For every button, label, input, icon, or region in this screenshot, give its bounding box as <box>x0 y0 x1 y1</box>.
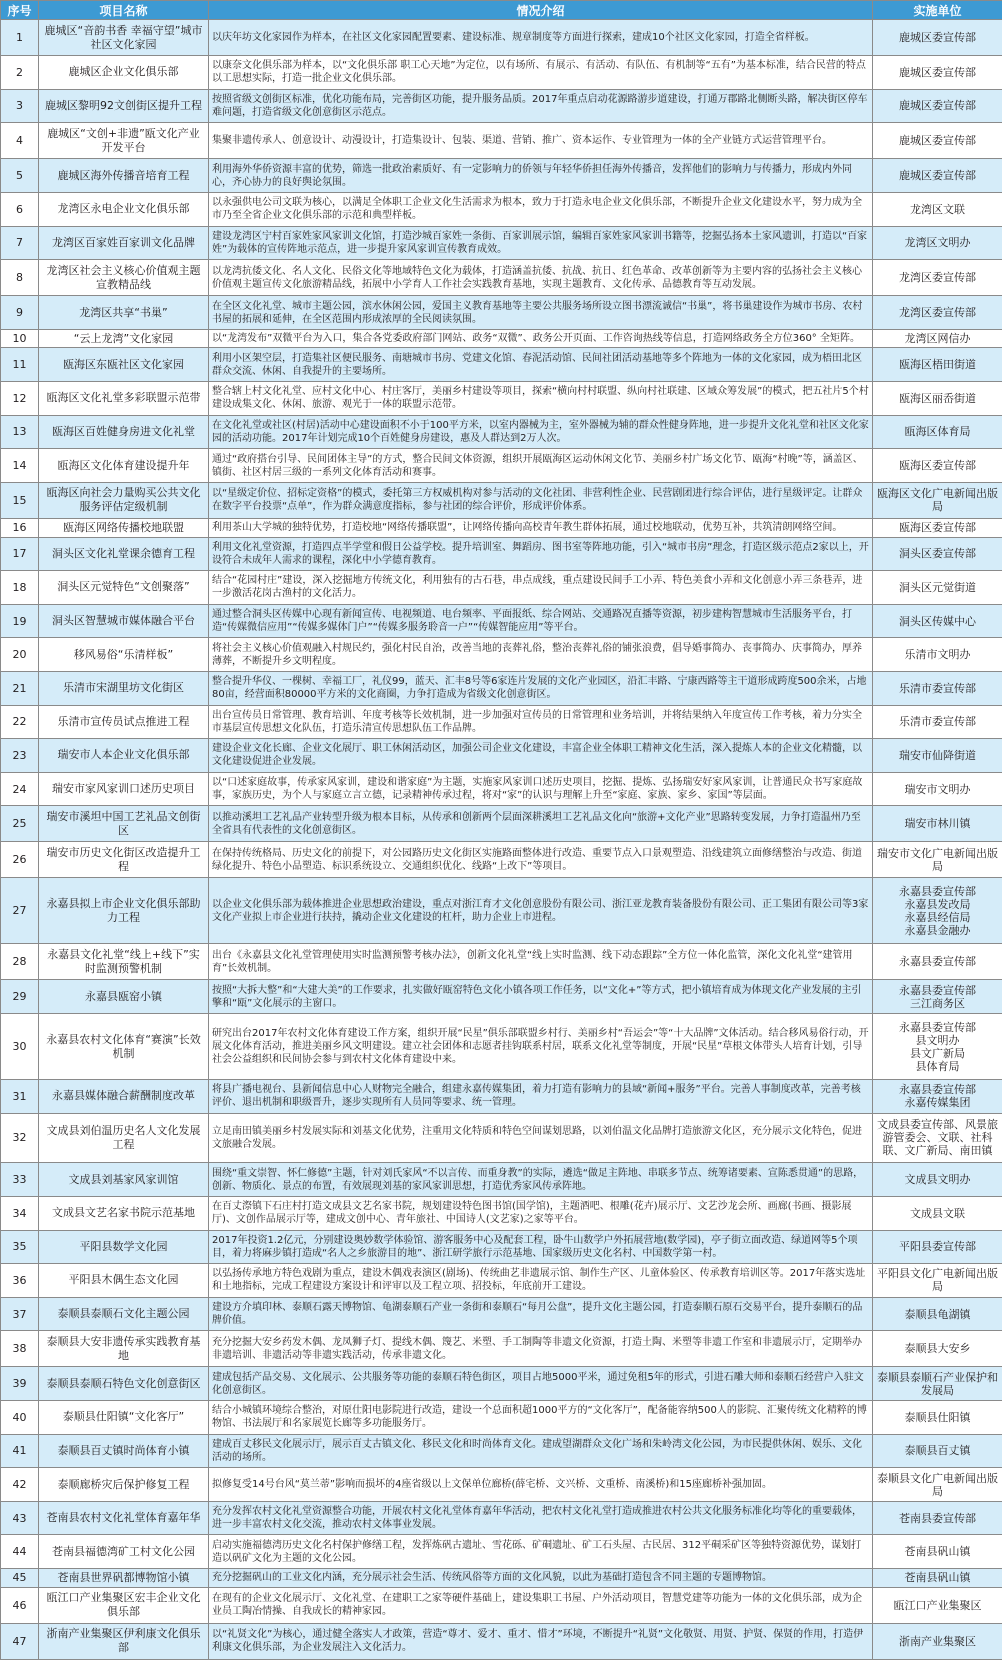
implementing-unit: 文成县文明办 <box>873 1163 1002 1197</box>
table-row <box>1 192 1002 226</box>
implementing-unit: 泰顺县百丈镇 <box>873 1434 1002 1468</box>
implementing-unit: 鹿城区委宣传部 <box>873 89 1002 123</box>
row-number: 29 <box>1 980 39 1014</box>
table-row <box>1 89 1002 123</box>
row-number: 44 <box>1 1535 39 1569</box>
project-description: 在文化礼堂或社区(村居)活动中心建设面积不小于100平方米，以室内器械为主，室外器械为辅的群众性健身阵地，进一步提升文化礼堂和社区文化家园的活动功能。2017年计划完成10个百姓健身房建设，惠及人群达到2万人次。 <box>209 415 873 449</box>
project-description: 启动实施福德湾历史文化名村保护修缮工程，发挥炼矾古遗址、雪花砾、矿硐遗址、矿工石头屋、古民居、312平硐采矿区等独特资源优势，谋划打造以矾矿文化为主题的文化公园。 <box>209 1535 873 1569</box>
project-name: 浙南产业集聚区伊利康文化俱乐部 <box>39 1623 209 1659</box>
project-name: 永嘉县拟上市企业文化俱乐部助力工程 <box>39 878 209 944</box>
row-number: 1 <box>1 20 39 56</box>
table-row <box>1 980 1002 1014</box>
table-row <box>1 482 1002 518</box>
implementing-unit: 浙南产业集聚区 <box>873 1623 1002 1659</box>
row-number: 22 <box>1 705 39 739</box>
row-number: 4 <box>1 123 39 159</box>
implementing-unit: 永嘉县委宣传部 县文明办 县文广新局 县体育局 <box>873 1014 1002 1080</box>
header-no: 序号 <box>1 1 39 20</box>
project-name: 洞头区文化礼堂课余德育工程 <box>39 537 209 571</box>
project-name: 苍南县福德湾矿工村文化公园 <box>39 1535 209 1569</box>
row-number: 15 <box>1 482 39 518</box>
project-description: 充分挖掘大安乡药发木偶、龙凤狮子灯、提线木偶、篾艺、米塑、手工制陶等非遗文化资源，打造土陶、米塑等非遗工作室和非遗展示厅，定期举办非遗培训、非遗活动等非遗实践活动，传承非遗文化。 <box>209 1331 873 1367</box>
implementing-unit: 瓯海区体育局 <box>873 415 1002 449</box>
table-row <box>1 1568 1002 1587</box>
table-row <box>1 382 1002 416</box>
row-number: 39 <box>1 1367 39 1401</box>
project-name: 乐清市宋湖里坊文化街区 <box>39 671 209 705</box>
project-name: 永嘉县瓯窑小镇 <box>39 980 209 1014</box>
project-description: 建设企业文化长廊、企业文化展厅、职工休闲活动区，加强公司企业文化建设，丰富企业全体职工精神文化生活，深入提炼人本的企业文化精髓，以文化建设促进企业发展。 <box>209 739 873 773</box>
table-row <box>1 123 1002 159</box>
table-row <box>1 348 1002 382</box>
project-name: 泰顺县百丈镇时尚体育小镇 <box>39 1434 209 1468</box>
project-name: 瓯海区东瓯社区文化家园 <box>39 348 209 382</box>
row-number: 27 <box>1 878 39 944</box>
table-row <box>1 1264 1002 1298</box>
project-name: 瓯海区文化体育建设提升年 <box>39 449 209 483</box>
project-name: 瓯江口产业集聚区宏丰企业文化俱乐部 <box>39 1587 209 1623</box>
project-description: 结合小城镇环境综合整治，对原仕阳电影院进行改造，建设一个总面积超1000平方的“文化客厅”，配备能容纳500人的影院、汇聚传统文化精粹的博物馆、书法展厅和名家展览长廊等多功能服务厅。 <box>209 1401 873 1435</box>
table-row <box>1 878 1002 944</box>
project-name: 平阳县数学文化园 <box>39 1230 209 1264</box>
row-number: 43 <box>1 1501 39 1535</box>
implementing-unit: 洞头区委宣传部 <box>873 537 1002 571</box>
table-header-row <box>1 1 1002 20</box>
table-row <box>1 1434 1002 1468</box>
project-description: 拟修复受14号台风“莫兰蒂”影响而损坏的4座省级以上文保单位廊桥(薛宅桥、文兴桥、文重桥、南溪桥)和15座廊桥补强加固。 <box>209 1468 873 1502</box>
implementing-unit: 永嘉县委宣传部 永嘉县发改局 永嘉县经信局 永嘉县金融办 <box>873 878 1002 944</box>
project-name: 瑞安市人本企业文化俱乐部 <box>39 739 209 773</box>
table-row <box>1 449 1002 483</box>
project-name: 瑞安市家风家训口述历史项目 <box>39 772 209 806</box>
project-name: 龙湾区永电企业文化俱乐部 <box>39 192 209 226</box>
project-description: 以弘扬传承地方特色戏剧为重点，建设木偶戏表演区(剧场)、传统曲艺非遗展示馆、制作生产区、儿童体验区、传承教育培训区等。2017年落实选址和土地指标，完成工程建设方案设计和评审以及工程立项、招投标，年底前开工建设。 <box>209 1264 873 1298</box>
implementing-unit: 洞头区元觉街道 <box>873 571 1002 605</box>
implementing-unit: 洞头区传媒中心 <box>873 604 1002 638</box>
table-row <box>1 1401 1002 1435</box>
implementing-unit: 龙湾区委宣传部 <box>873 260 1002 296</box>
row-number: 2 <box>1 56 39 90</box>
implementing-unit: 乐清市委宣传部 <box>873 671 1002 705</box>
row-number: 18 <box>1 571 39 605</box>
project-name: 鹿城区“文创+非遗”瓯文化产业开发平台 <box>39 123 209 159</box>
row-number: 6 <box>1 192 39 226</box>
project-description: 在现有的企业文化展示厅、文化礼堂、在建职工之家等硬件基础上，建设集职工书屋、户外活动项目，智慧党建等功能为一体的文化俱乐部，成为企业员工陶冶情操、自我成长的精神家园。 <box>209 1587 873 1623</box>
implementing-unit: 泰顺县泰顺石产业保护和发展局 <box>873 1367 1002 1401</box>
project-description: 充分发挥农村文化礼堂资源整合功能，开展农村文化礼堂体育嘉年华活动，把农村文化礼堂打造成推进农村公共文化服务标准化均等化的重要载体，进一步丰富农村文化交流，推动农村文体事业发展。 <box>209 1501 873 1535</box>
project-description: 充分挖掘矾山的工业文化内涵，充分展示社会生活、传统风俗等方面的文化风貌，以此为基础打造包含不同主题的专题博物馆。 <box>209 1568 873 1587</box>
table-row <box>1 842 1002 878</box>
project-description: 集聚非遗传承人、创意设计、动漫设计，打造集设计、包装、渠道、营销、推广、资本运作、专业管理为一体的全产业链方式运营管理平台。 <box>209 123 873 159</box>
table-row <box>1 1535 1002 1569</box>
table-row <box>1 1587 1002 1623</box>
project-description: 出台《永嘉县文化礼堂管理使用实时监测预警考核办法》，创新文化礼堂“线上实时监测、线下动态跟踪”全方位一体化监管，深化文化礼堂“建管用育”长效机制。 <box>209 944 873 980</box>
table-row <box>1 1623 1002 1659</box>
project-name: “云上龙湾”文化家园 <box>39 329 209 348</box>
table-row <box>1 329 1002 348</box>
table-row <box>1 226 1002 260</box>
row-number: 36 <box>1 1264 39 1298</box>
project-description: 以康奈文化俱乐部为样本，以“文化俱乐部 职工心天地”为定位，以有场所、有展示、有活动、有队伍、有机制等“五有”为基本标准，结合民营的特点以工思想实际，打造一批企业文化俱乐部。 <box>209 56 873 90</box>
implementing-unit: 鹿城区委宣传部 <box>873 56 1002 90</box>
project-description: 2017年投资1.2亿元，分别建设奥妙数学体验馆、游客服务中心及配套工程，卧牛山数学户外拓展营地(数学园)，亭子街立面改造、绿道网等5个项目，着力将麻步镇打造成“名人之乡旅游目的地”、浙江研学旅行示范基地、国家级历史文化名村、中国数学第一村。 <box>209 1230 873 1264</box>
implementing-unit: 瑞安市仙降街道 <box>873 739 1002 773</box>
project-description: 在百丈漈镇下石庄村打造文成县文艺名家书院，规划建设特色图书馆(国学馆)，主题酒吧、根雕(花卉)展示厅、文艺沙龙会所、画廊(书画、摄影展厅)、文创作品展示厅等，建成文创中心、青年旅社、中国诗人(文艺家)之家等平台。 <box>209 1196 873 1230</box>
project-description: 以永强供电公司文联为核心，以满足全体职工企业文化生活需求为根本，致力于打造永电企业文化俱乐部，不断提升企业文化建设水平，努力成为全市乃至全省企业文化俱乐部的示范和典型样板。 <box>209 192 873 226</box>
table-row <box>1 638 1002 672</box>
project-name: 瑞安市历史文化街区改造提升工程 <box>39 842 209 878</box>
implementing-unit: 瓯海区文化广电新闻出版局 <box>873 482 1002 518</box>
table-row <box>1 1014 1002 1080</box>
table-row <box>1 1367 1002 1401</box>
project-name: 鹿城区黎明92文创街区提升工程 <box>39 89 209 123</box>
implementing-unit: 瑞安市林川镇 <box>873 806 1002 842</box>
project-description: 按照省级文创街区标准，优化功能布局，完善街区功能，提升服务品质。2017年重点启动花源路游步道建设，打通万郡路北侧断头路，解决街区停车难问题，打造省级文化创意街区示范点。 <box>209 89 873 123</box>
row-number: 25 <box>1 806 39 842</box>
project-description: 研究出台2017年农村文化体育建设工作方案，组织开展“民星”俱乐部联盟乡村行、美丽乡村“吾运会”等“十大品牌”文体活动。结合移风易俗行动，开展文化体育活动，推进美丽乡风文明建设。建立社会团体和志愿者挂钩联系村居，联系文化礼堂等制度，开展“民星”草根文体带头人培育计划，引导社会公益组织和民间协会参与到农村文化体育建设中来。 <box>209 1014 873 1080</box>
project-description: 以“口述家庭故事，传承家风家训，建设和谐家庭”为主题，实施家风家训口述历史项目，挖掘、提炼、弘扬瑞安好家风家训，让普通民众书写家庭故事，家族历史，为个人与家庭立言立德，记录精神传承过程，将对“家”的认识与理解上升至“家庭、家族、家乡、家国”等层面。 <box>209 772 873 806</box>
project-name: 洞头区元觉特色“文创聚落” <box>39 571 209 605</box>
project-description: 利用茶山大学城的独特优势，打造校地“网络传播联盟”，让网络传播向高校青年教生群体拓展，通过校地联动，优势互补，共筑清朗网络空间。 <box>209 518 873 537</box>
implementing-unit: 泰顺县仕阳镇 <box>873 1401 1002 1435</box>
project-description: 通过“政府搭台引导、民间团体主导”的方式，整合民间文体资源，组织开展瓯海区运动休闲文化节、美丽乡村广场文化节、瓯海“村晚”等，涵盖区、镇街、社区村居三级的一系列文化体育活动和赛事。 <box>209 449 873 483</box>
table-row <box>1 571 1002 605</box>
table-row <box>1 772 1002 806</box>
row-number: 21 <box>1 671 39 705</box>
header-name: 项目名称 <box>39 1 209 20</box>
table-row <box>1 56 1002 90</box>
row-number: 3 <box>1 89 39 123</box>
project-name: 苍南县农村文化礼堂体育嘉年华 <box>39 1501 209 1535</box>
project-name: 泰顺县仕阳镇“文化客厅” <box>39 1401 209 1435</box>
table-row <box>1 159 1002 193</box>
row-number: 7 <box>1 226 39 260</box>
row-number: 41 <box>1 1434 39 1468</box>
table-row <box>1 1501 1002 1535</box>
row-number: 20 <box>1 638 39 672</box>
project-description: 将县广播电视台、县新闻信息中心人财物完全融合，组建永嘉传媒集团，着力打造有影响力的县域“新闻+服务”平台。完善人事制度改革，完善考核评价、退出机制和职级晋升，逐步实现所有人员同等要求、统一管理。 <box>209 1080 873 1114</box>
table-row <box>1 1113 1002 1163</box>
implementing-unit: 平阳县委宣传部 <box>873 1230 1002 1264</box>
implementing-unit: 瑞安市文明办 <box>873 772 1002 806</box>
row-number: 13 <box>1 415 39 449</box>
project-name: 龙湾区共享“书巢” <box>39 296 209 330</box>
row-number: 23 <box>1 739 39 773</box>
row-number: 8 <box>1 260 39 296</box>
project-name: 文成县刘伯温历史名人文化发展工程 <box>39 1113 209 1163</box>
project-description: 建设龙湾区宁村百家姓家风家训文化馆，打造沙城百家姓一条街、百家训展示馆，编辑百家姓家风家训书籍等，挖掘弘扬本土家风遗训，打造以“百家姓”为载体的宣传阵地示范点，进一步提升家风家训宣传教育成效。 <box>209 226 873 260</box>
project-description: 围绕“重文崇智、怀仁修德”主题，针对刘氏家风“不以言传、而重身教”的实际，遴选“做足主阵地、串联多节点、统筹诸要素、宣陈悉贯通”的思路，创新、物质化、景点的布置，有效展现刘基的家风家训思想，打造优秀家风传承阵地。 <box>209 1163 873 1197</box>
implementing-unit: 苍南县矾山镇 <box>873 1535 1002 1569</box>
implementing-unit: 文成县文联 <box>873 1196 1002 1230</box>
project-description: 整合辖上村文化礼堂、应村文化中心、村庄客厅，美丽乡村建设等项目，探索“横向村村联盟、纵向村社联建、区域众筹发展”的模式，把五社片5个村建设成集文化、休闲、旅游、观光于一体的联盟示范带。 <box>209 382 873 416</box>
implementing-unit: 瑞安市文化广电新闻出版局 <box>873 842 1002 878</box>
project-name: 瓯海区百姓健身房进文化礼堂 <box>39 415 209 449</box>
project-name: 瓯海区文化礼堂多彩联盟示范带 <box>39 382 209 416</box>
project-description: 立足南田镇美丽乡村发展实际和刘基文化优势，注重用文化特质和特色空间谋划思路，以刘伯温文化品牌打造旅游文化区，充分展示文化特色，促进文旅融合发展。 <box>209 1113 873 1163</box>
project-name: 瓯海区网络传播校地联盟 <box>39 518 209 537</box>
table-row <box>1 604 1002 638</box>
table-row <box>1 1196 1002 1230</box>
project-name: 泰顺廊桥灾后保护修复工程 <box>39 1468 209 1502</box>
row-number: 38 <box>1 1331 39 1367</box>
project-description: 结合“花园村庄”建设，深入挖掘地方传统文化，利用独有的古石巷，串点成线，重点建设民间手工小弄、特色美食小弄和文化创意小弄三条巷弄，进一步激活花岗古渔村的文化活力。 <box>209 571 873 605</box>
implementing-unit: 龙湾区文明办 <box>873 226 1002 260</box>
implementing-unit: 文成县委宣传部、风景旅游管委会、文联、社科联、文广新局、南田镇 <box>873 1113 1002 1163</box>
implementing-unit: 乐清市委宣传部 <box>873 705 1002 739</box>
row-number: 37 <box>1 1297 39 1331</box>
project-description: 在全区文化礼堂、城市主题公园，滨水休闲公园，爱国主义教育基地等主要公共服务场所设立图书漂流诚信“书巢”，将书巢建设作为城市书房、农村书屋的拓展和延伸，在全区范围内形成浓厚的全民阅读氛围。 <box>209 296 873 330</box>
project-description: 以“龙湾发布”双微平台为入口，集合各党委政府部门网站、政务“双微”、政务公开页面、工作咨询热线等信息，打造网络政务全方位360° 全矩阵。 <box>209 329 873 348</box>
row-number: 47 <box>1 1623 39 1659</box>
implementing-unit: 瓯江口产业集聚区 <box>873 1587 1002 1623</box>
project-description: 利用小区架空层，打造集社区便民服务、南塘城市书房、党建文化馆、春泥活动馆、民间社团活动基地等多个阵地为一体的文化家园，成为梧田北区群众交流、休闲、自我提升的主要场所。 <box>209 348 873 382</box>
table-row <box>1 537 1002 571</box>
implementing-unit: 泰顺县大安乡 <box>873 1331 1002 1367</box>
implementing-unit: 苍南县矾山镇 <box>873 1568 1002 1587</box>
table-row <box>1 944 1002 980</box>
implementing-unit: 泰顺县龟湖镇 <box>873 1297 1002 1331</box>
project-description: 以企业文化俱乐部为载体推进企业思想政治建设，重点对浙江育才文化创意股份有限公司、浙江亚龙教育装备股份有限公司、正工集团有限公司等3家文化产业拟上市企业进行扶持，撬动企业文化建设的杠杆，助力企业上市进程。 <box>209 878 873 944</box>
project-name: 移风易俗“乐清样板” <box>39 638 209 672</box>
project-description: 利用海外华侨资源丰富的优势，筛选一批政治素质好、有一定影响力的侨领与年轻华侨担任海外传播音，发挥他们的影响力与传播力，形成内外同心，齐心协力的良好舆论氛围。 <box>209 159 873 193</box>
table-row <box>1 518 1002 537</box>
row-number: 14 <box>1 449 39 483</box>
implementing-unit: 乐清市文明办 <box>873 638 1002 672</box>
row-number: 42 <box>1 1468 39 1502</box>
project-name: 永嘉县媒体融合薪酬制度改革 <box>39 1080 209 1114</box>
project-name: 永嘉县农村文化体育“赛演”长效机制 <box>39 1014 209 1080</box>
implementing-unit: 龙湾区网信办 <box>873 329 1002 348</box>
project-description: 建设方介填印林、泰顺石露天博物馆、龟湖泰顺石产业一条街和泰顺石“每月公盘”，提升文化主题公园，打造泰顺石原石交易平台，提升泰顺石的品牌价值。 <box>209 1297 873 1331</box>
row-number: 45 <box>1 1568 39 1587</box>
implementing-unit: 龙湾区委宣传部 <box>873 296 1002 330</box>
header-desc: 情况介绍 <box>209 1 873 20</box>
implementing-unit: 瓯海区梧田街道 <box>873 348 1002 382</box>
project-name: 洞头区智慧城市媒体融合平台 <box>39 604 209 638</box>
implementing-unit: 鹿城区委宣传部 <box>873 123 1002 159</box>
table-row <box>1 415 1002 449</box>
project-name: 永嘉县文化礼堂“线上+线下”实时监测预警机制 <box>39 944 209 980</box>
row-number: 34 <box>1 1196 39 1230</box>
project-description: 建成百丈移民文化展示厅，展示百丈古镇文化、移民文化和时尚体育文化。建成望湖群众文化广场和朱岭湾文化公园，为市民提供休闲、娱乐、文化活动的场所。 <box>209 1434 873 1468</box>
project-name: 鹿城区企业文化俱乐部 <box>39 56 209 90</box>
row-number: 9 <box>1 296 39 330</box>
row-number: 12 <box>1 382 39 416</box>
implementing-unit: 永嘉县委宣传部 永嘉传媒集团 <box>873 1080 1002 1114</box>
project-description: 以“礼贤文化”为核心，通过健全落实人才政策，营造“尊才、爱才、重才、惜才”环境，不断提升“礼贤”文化敬贤、用贤、护贤、保贤的作用，打造伊利康文化俱乐部，为企业发展注入文化活力。 <box>209 1623 873 1659</box>
implementing-unit: 苍南县委宣传部 <box>873 1501 1002 1535</box>
project-name: 鹿城区海外传播音培育工程 <box>39 159 209 193</box>
row-number: 33 <box>1 1163 39 1197</box>
project-name: 泰顺县泰顺石特色文化创意街区 <box>39 1367 209 1401</box>
table-row <box>1 705 1002 739</box>
table-row <box>1 1468 1002 1502</box>
implementing-unit: 永嘉县委宣传部 三江商务区 <box>873 980 1002 1014</box>
table-row <box>1 1163 1002 1197</box>
row-number: 31 <box>1 1080 39 1114</box>
project-description: 以“星级定价位、招标定资格”的模式，委托第三方权威机构对参与活动的文化社团、非营利性企业、民营剧团进行综合评估，进行星级评定。让群众在数字平台投票“点单”，作为群众满意度指标，参与社团的综合评价，形成评价体系。 <box>209 482 873 518</box>
project-name: 瓯海区向社会力量购买公共文化服务评估定级机制 <box>39 482 209 518</box>
implementing-unit: 龙湾区文联 <box>873 192 1002 226</box>
implementing-unit: 泰顺县文化广电新闻出版局 <box>873 1468 1002 1502</box>
row-number: 16 <box>1 518 39 537</box>
table-row <box>1 1230 1002 1264</box>
implementing-unit: 平阳县文化广电新闻出版局 <box>873 1264 1002 1298</box>
table-body <box>1 20 1002 1660</box>
row-number: 5 <box>1 159 39 193</box>
project-name: 平阳县木偶生态文化园 <box>39 1264 209 1298</box>
project-description: 利用文化礼堂资源，打造四点半学堂和假日公益学校。提升培训室、舞蹈房、图书室等阵地功能，引入“城市书房”理念，打造区级示范点2家以上，开设符合未成年人需求的课程，深化中小学德育教育。 <box>209 537 873 571</box>
table-row <box>1 671 1002 705</box>
project-description: 整合提升华仪、一棵树、幸福工厂，礼仪99，蓝天、汇丰8号等6家连片发展的文化产业园区，沿汇丰路、宁康西路等主干道形成跨度500余米，占地80亩，经营面积80000平方米的文化商圈，力争打造成为省级文化创意街区。 <box>209 671 873 705</box>
project-description: 按照“大拆大整”和“大建大美”的工作要求，扎实做好瓯窑特色文化小镇各项工作任务，以“文化+”等方式，把小镇培育成为体现文化产业发展的主引擎和“瓯”文化展示的主窗口。 <box>209 980 873 1014</box>
table-row <box>1 806 1002 842</box>
project-name: 龙湾区社会主义核心价值观主题宣教精品线 <box>39 260 209 296</box>
table-row <box>1 20 1002 56</box>
table-row <box>1 1331 1002 1367</box>
project-description: 以推动溪坦工艺礼品产业转型升级为根本目标，从传承和创新两个层面深耕溪坦工艺礼品文化向“旅游+文化产业”思路转变发展，力争打造温州乃至全省具有代表性的文化创意街区。 <box>209 806 873 842</box>
project-name: 瑞安市溪坦中国工艺礼品文创街区 <box>39 806 209 842</box>
row-number: 11 <box>1 348 39 382</box>
row-number: 28 <box>1 944 39 980</box>
implementing-unit: 瓯海区丽岙街道 <box>873 382 1002 416</box>
table-row <box>1 1297 1002 1331</box>
implementing-unit: 瓯海区委宣传部 <box>873 518 1002 537</box>
header-unit: 实施单位 <box>873 1 1002 20</box>
implementing-unit: 鹿城区委宣传部 <box>873 159 1002 193</box>
row-number: 24 <box>1 772 39 806</box>
row-number: 10 <box>1 329 39 348</box>
row-number: 30 <box>1 1014 39 1080</box>
table-row <box>1 260 1002 296</box>
project-name: 鹿城区“音韵书香 幸福守望”城市社区文化家园 <box>39 20 209 56</box>
project-description: 以龙湾抗倭文化、名人文化、民俗文化等地域特色文化为载体，打造涵盖抗倭、抗战、抗日、红色革命、改革创新等为主要内容的弘扬社会主义核心价值观主题宣传文化旅游精品线，拓展中小学育人工作社会实践教育基地，实现主题教育、文化传承、品德教育等互动发展。 <box>209 260 873 296</box>
project-description: 以庆年坊文化家园作为样本，在社区文化家园配置要素、建设标准、规章制度等方面进行探索，建成10个社区文化家园，打造全省样板。 <box>209 20 873 56</box>
project-description: 将社会主义核心价值观融入村规民约，强化村民自治，改善当地的丧葬礼俗，整治丧葬礼俗的铺张浪费，倡导婚事简办、丧事简办、庆事简办，厚养薄葬，不断提升乡文明程度。 <box>209 638 873 672</box>
project-description: 出台宣传员日常管理、教育培训、年度考核等长效机制，进一步加强对宣传员的日常管理和业务培训，并将结果纳入年度宣传工作考核，着力分实全市基层宣传思想文化队伍，打造乐清宣传思想队伍工作品牌。 <box>209 705 873 739</box>
row-number: 35 <box>1 1230 39 1264</box>
project-description: 通过整合洞头区传媒中心现有新闻宣传、电视频道、电台频率、平面报纸、综合网站、交通路况直播等资源，初步建构智慧城市生活服务平台，打造“传媒微信应用”“传媒多媒体门户”“传媒多服务聆音一户”“传媒智能应用”等平台。 <box>209 604 873 638</box>
project-description: 建成包括产品交易、文化展示、公共服务等功能的泰顺石特色街区，项目占地5000平米，通过免租5年的形式，引进石雕大师和泰顺石经营户入驻文化创意街区。 <box>209 1367 873 1401</box>
implementing-unit: 鹿城区委宣传部 <box>873 20 1002 56</box>
row-number: 19 <box>1 604 39 638</box>
row-number: 46 <box>1 1587 39 1623</box>
row-number: 32 <box>1 1113 39 1163</box>
project-name: 龙湾区百家姓百家训文化品牌 <box>39 226 209 260</box>
table-row <box>1 296 1002 330</box>
project-name: 文成县刘基家风家训馆 <box>39 1163 209 1197</box>
table-row <box>1 739 1002 773</box>
project-name: 乐清市宣传员试点推进工程 <box>39 705 209 739</box>
implementing-unit: 永嘉县委宣传部 <box>873 944 1002 980</box>
project-description: 在保持传统格局、历史文化的前提下，对公园路历史文化街区实施路面整体进行改造、重要节点入口景观塑造、沿线建筑立面修缮整治与改造、街道绿化提升、特色小品塑造、标识系统设立、交通组织优化、线路“上改下”等项目。 <box>209 842 873 878</box>
project-name: 泰顺县泰顺石文化主题公园 <box>39 1297 209 1331</box>
table-row <box>1 1080 1002 1114</box>
project-name: 文成县文艺名家书院示范基地 <box>39 1196 209 1230</box>
row-number: 40 <box>1 1401 39 1435</box>
project-name: 泰顺县大安非遗传承实践教育基地 <box>39 1331 209 1367</box>
row-number: 26 <box>1 842 39 878</box>
implementing-unit: 瓯海区委宣传部 <box>873 449 1002 483</box>
project-name: 苍南县世界矾都博物馆小镇 <box>39 1568 209 1587</box>
row-number: 17 <box>1 537 39 571</box>
